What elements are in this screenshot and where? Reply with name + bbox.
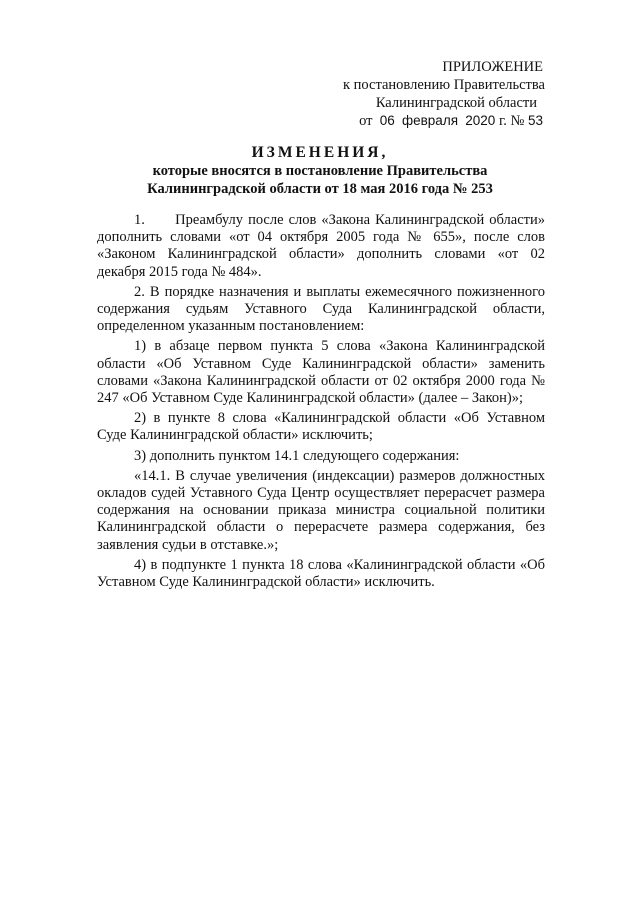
date-prefix: от [359, 113, 373, 129]
paragraph-quote-14-1: «14.1. В случае увеличения (индексации) размеров должностных окладов судей Уставного Суда Центр осуществляет перерасчет размера содержания на основании приказа министра социальной политики Калининградской области о перерасчете размера содержания, без заявления судьи в отставке.»; [97, 467, 545, 553]
document-heading [0, 144, 640, 198]
date-suffix: г. № [498, 113, 525, 129]
date-month: февраля [402, 113, 459, 128]
paragraph-2-1: 1) в абзаце первом пункта 5 слова «Закона Калининградской области «Об Уставном Суде Калининградской области» заменить словами «Закона Калининградской области от 02 октября 2000 года № 247 «Об Уставном Суде Калининградской области» (далее – Закон)»; [97, 338, 545, 407]
appendix-block [343, 58, 545, 130]
appendix-line-1: к постановлению Правительства [343, 77, 545, 93]
date-year: 2020 [465, 113, 496, 128]
paragraph-2-2: 2) в пункте 8 слова «Калининградской области «Об Уставном Суде Калининградской области» исключить; [97, 410, 545, 444]
appendix-title: ПРИЛОЖЕНИЕ [442, 59, 543, 75]
appendix-date [343, 112, 543, 130]
heading-title: ИЗМЕНЕНИЯ, [251, 144, 389, 161]
appendix-line-2: Калининградской области [375, 95, 537, 111]
heading-subtitle-1: которые вносятся в постановление Правительства [152, 163, 488, 179]
date-day: 06 [379, 113, 395, 128]
paragraph-2-3: 3) дополнить пунктом 14.1 следующего содержания: [134, 447, 460, 464]
document-body [97, 212, 549, 594]
paragraph-2: 2. В порядке назначения и выплаты ежемесячного пожизненного содержания судьям Уставного Суда Калининградской области, определенном указанным постановлением: [97, 283, 545, 335]
heading-subtitle-2: Калининградской области от 18 мая 2016 года № 253 [147, 181, 493, 197]
paragraph-2-4: 4) в подпункте 1 пункта 18 слова «Калининградской области «Об Уставном Суде Калининградской области» исключить. [97, 556, 545, 591]
paragraph-1: 1. Преамбулу после слов «Закона Калининградской области» дополнить словами «от 04 октября 2005 года № 655», после слов «Законом Калининградской области» дополнить словами «от 02 декабря 2015 года № 484». [97, 212, 549, 280]
date-number: 53 [527, 113, 543, 128]
